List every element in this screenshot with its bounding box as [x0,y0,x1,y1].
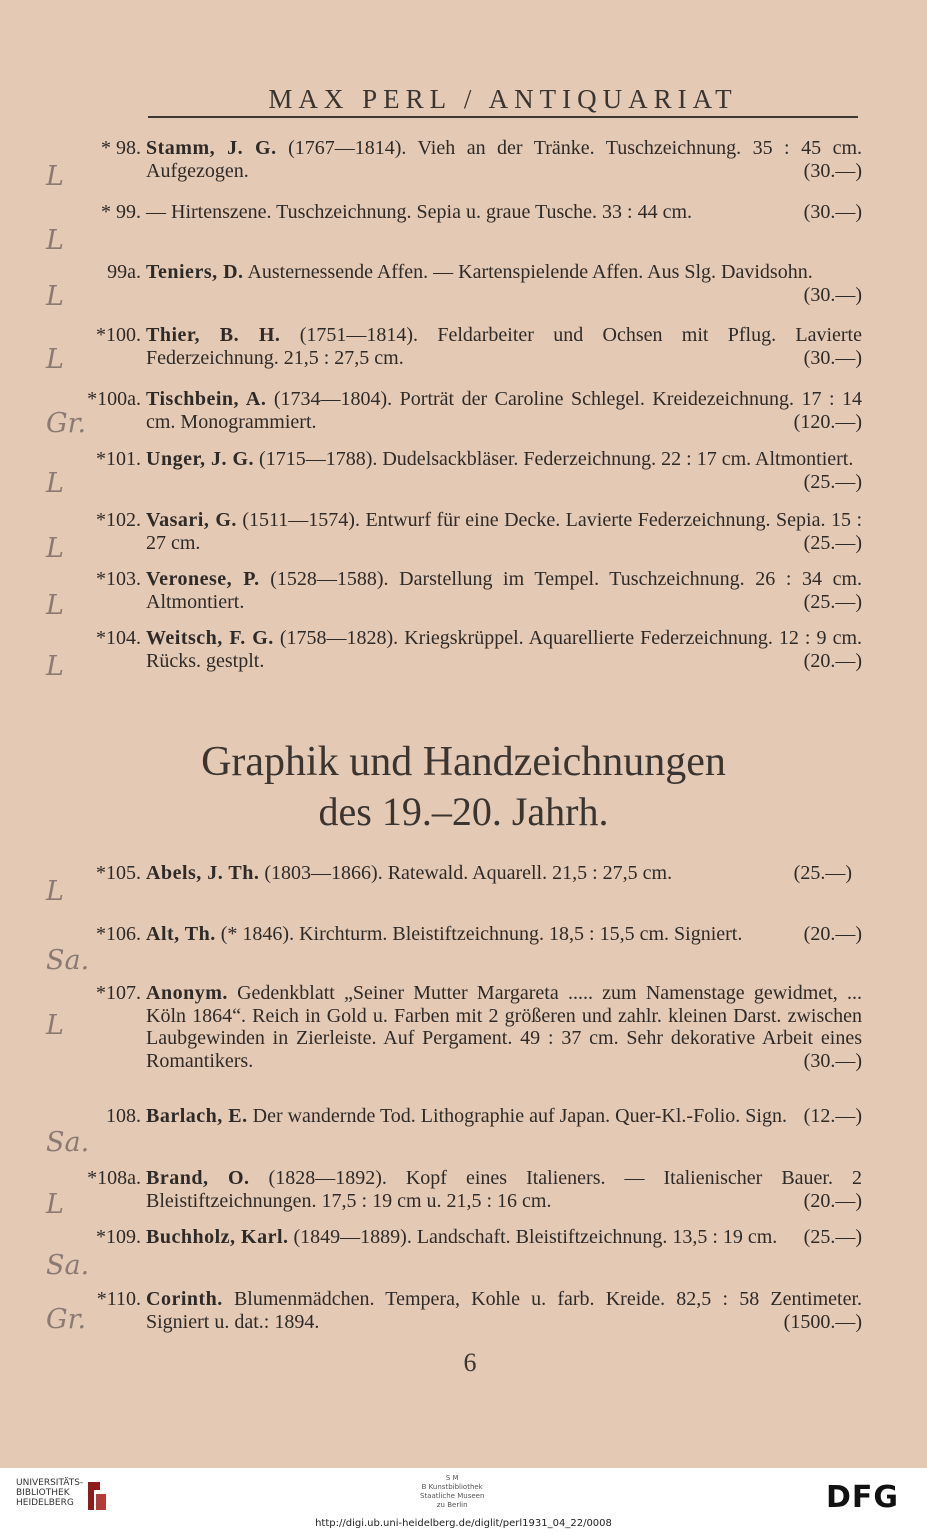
dfg-logo: DFG [826,1480,900,1515]
entry-description: (* 1846). Kirchturm. Bleistiftzeichnung. 18,5 : 15,5 cm. Signiert. [215,923,743,945]
entry-number: *107. [96,982,141,1004]
entry-description: (1715—1788). Dudelsackbläser. Federzeichnung. 22 : 17 cm. Altmontiert. [254,448,854,470]
handwritten-mark: L [46,281,64,312]
provenance-stamp: S M B Kunstbibliothek Staatliche Museen zu Berlin [420,1474,485,1509]
page-number: 6 [463,1348,477,1377]
entry-number: *105. [96,862,141,884]
entry-price: (30.—) [803,283,862,306]
entry-price: (12.—) [803,1105,862,1127]
entry-price: (25.—) [803,1226,862,1248]
entry-number: 108. [106,1105,141,1127]
entry-price: (1500.—) [783,1310,862,1333]
entry-artist: Barlach, E. [146,1105,248,1127]
handwritten-mark: L [46,1010,64,1041]
entry-number: *104. [96,627,141,649]
entry-number: *103. [96,568,141,590]
entry-price: (20.—) [803,1189,862,1212]
entry-price: (25.—) [803,531,862,554]
entry-price: (30.—) [803,201,862,223]
section-subtitle: des 19.–20. Jahrh. [318,789,609,834]
entry-number: * 99. [101,201,141,223]
page-header: MAX PERL / ANTIQUARIAT [268,84,738,114]
entry-number: 99a. [107,261,141,283]
handwritten-mark: L [46,876,64,907]
handwritten-mark: L [46,1189,64,1220]
handwritten-mark: L [46,225,64,256]
library-name: UNIVERSITÄTS- BIBLIOTHEK HEIDELBERG [16,1478,84,1508]
entry-price: (120.—) [793,410,862,433]
entry-description: Gedenkblatt „Seiner Mutter Margareta ..... zum Namenstage gewidmet, ... Köln 1864“. Reich in Gold u. Farben mit 2 größeren und zahlr. kleinen Darst. zwischen Laubgewinden in Zierleiste. Auf Pergament. 49 : 37 cm. Sehr dekorative Arbeit eines Romantikers. [146,982,862,1072]
entry-description: Der wandernde Tod. Lithographie auf Japan. Quer-Kl.-Folio. Sign. [247,1105,787,1127]
entry-description: (1751—1814). Feldarbeiter und Ochsen mit Pflug. Lavierte Federzeichnung. 21,5 : 27,5 cm. [146,324,862,369]
handwritten-mark: L [46,533,64,564]
entry-price: (20.—) [803,923,862,945]
entry-artist: Thier, B. H. [146,324,281,346]
entry-number: *110. [96,1288,141,1310]
entry-artist: Tischbein, A. [146,388,267,410]
section-title: Graphik und Handzeichnungen [201,739,726,785]
entry-description: (1734—1804). Porträt der Caroline Schlegel. Kreidezeichnung. 17 : 14 cm. Monogrammiert. [146,388,862,433]
entry-description: (1511—1574). Entwurf für eine Decke. Lavierte Federzeichnung. Sepia. 15 : 27 cm. [146,509,863,554]
entry-number: *106. [96,923,141,945]
handwritten-mark: L [46,590,64,621]
entry-artist: Vasari, G. [146,509,237,531]
handwritten-mark: Gr. [46,408,87,439]
entry-artist: Alt, Th. [146,923,216,945]
entry-price: (30.—) [803,1049,862,1072]
entry-number: *100. [96,324,141,346]
entry-number: *108a. [87,1167,141,1189]
entry-price: (25.—) [803,470,862,493]
handwritten-mark: L [46,651,64,682]
handwritten-mark: Sa. [46,945,90,976]
entry-description: Blumenmädchen. Tempera, Kohle u. farb. Kreide. 82,5 : 58 Zentimeter. Signiert u. dat.: 1894. [146,1288,862,1333]
entry-description: (1803—1866). Ratewald. Aquarell. 21,5 : 27,5 cm. [259,862,673,884]
handwritten-mark: L [46,161,64,192]
handwritten-mark: Gr. [46,1304,87,1335]
entry-price: (30.—) [803,159,862,182]
entry-description: (1849—1889). Landschaft. Bleistiftzeichnung. 13,5 : 19 cm. [288,1226,778,1248]
entry-artist: Teniers, D. [146,261,244,283]
entry-description: (1828—1892). Kopf eines Italieners. — Italienischer Bauer. 2 Bleistiftzeichnungen. 17,5 : 19 cm u. 21,5 : 16 cm. [146,1167,862,1212]
entry-description: (1758—1828). Kriegskrüppel. Aquarellierte Federzeichnung. 12 : 9 cm. Rücks. gestplt. [146,627,863,672]
entry-artist: Buchholz, Karl. [146,1226,289,1248]
entry-number: *100a. [87,388,141,410]
entry-description: — Hirtenszene. Tuschzeichnung. Sepia u. graue Tusche. 33 : 44 cm. [146,201,693,223]
entry-artist: Abels, J. Th. [146,862,260,884]
entry-price: (30.—) [803,346,862,369]
digitization-footer [0,1468,927,1534]
entry-artist: Anonym. [146,982,228,1004]
entry-price: (20.—) [803,649,862,672]
entry-artist: Veronese, P. [146,568,260,590]
entry-number: *102. [96,509,141,531]
entry-price: (25.—) [803,590,862,613]
handwritten-mark: L [46,468,64,499]
entry-number: *101. [96,448,141,470]
entry-description: (1528—1588). Darstellung im Tempel. Tuschzeichnung. 26 : 34 cm. Altmontiert. [146,568,863,613]
entry-description: Austernessende Affen. — Kartenspielende Affen. Aus Slg. Davidsohn. [243,261,813,283]
entry-artist: Unger, J. G. [146,448,255,470]
entry-artist: Brand, O. [146,1167,250,1189]
handwritten-mark: L [46,344,64,375]
entry-description: (1767—1814). Vieh an der Tränke. Tuschzeichnung. 35 : 45 cm. Aufgezogen. [146,137,862,182]
handwritten-mark: Sa. [46,1127,90,1158]
entry-artist: Weitsch, F. G. [146,627,274,649]
entry-number: *109. [96,1226,141,1248]
entry-price: (25.—) [793,862,852,884]
source-url[interactable]: http://digi.ub.uni-heidelberg.de/diglit/perl1931_04_22/0008 [315,1518,612,1529]
entry-number: * 98. [101,137,141,159]
handwritten-mark: Sa. [46,1250,90,1281]
entry-artist: Corinth. [146,1288,223,1310]
library-logo-icon [86,1480,108,1512]
entry-artist: Stamm, J. G. [146,137,277,159]
header-rule [148,116,858,118]
